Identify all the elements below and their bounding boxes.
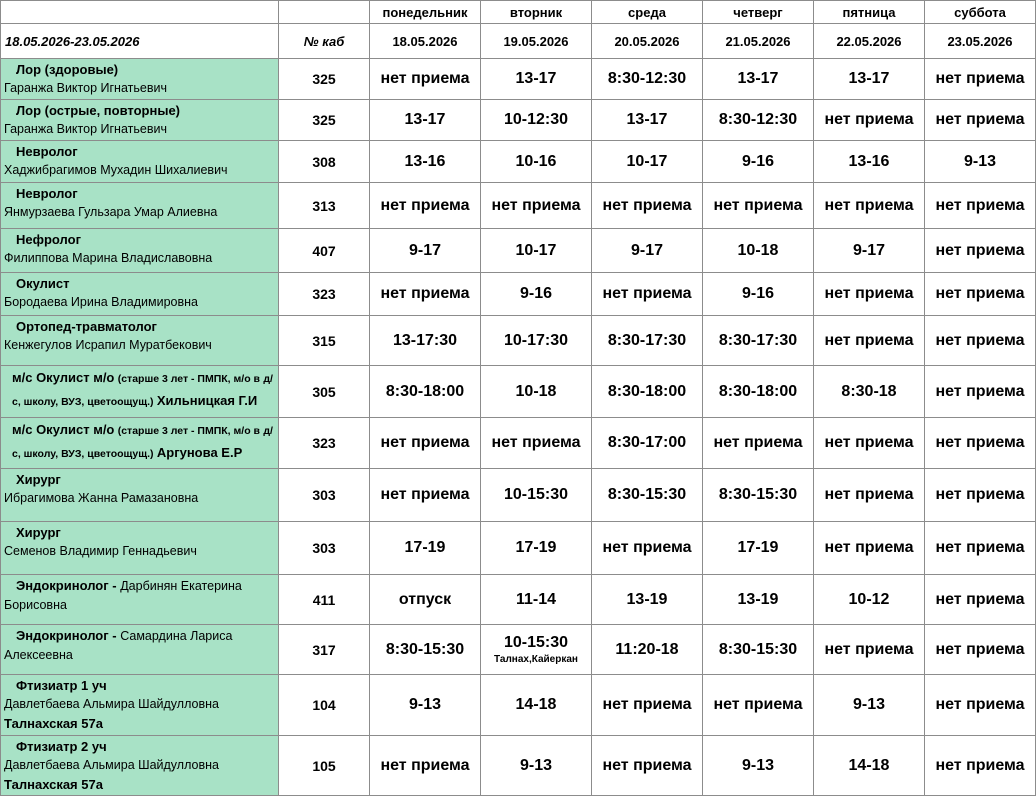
- slot-cell: 9-16: [481, 273, 592, 316]
- doctor-name: Аргунова Е.Р: [156, 445, 243, 460]
- table-row: [1, 625, 1036, 675]
- room-number: 105: [279, 736, 370, 796]
- slot-cell: нет приема: [370, 418, 481, 469]
- slot-cell: 14-18: [481, 675, 592, 736]
- room-number: 325: [279, 100, 370, 141]
- slot-cell: нет приема: [925, 469, 1036, 522]
- slot-cell: 9-17: [370, 229, 481, 273]
- slot-cell: 13-16: [814, 141, 925, 183]
- slot-cell: 10-16: [481, 141, 592, 183]
- address: Талнахская 57а: [4, 716, 103, 731]
- doctor-name: Хильницкая Г.И: [156, 393, 258, 408]
- specialty: Окулист: [16, 276, 70, 291]
- slot-cell: 8:30-17:30: [703, 316, 814, 366]
- slot-cell: 17-19: [481, 522, 592, 575]
- slot-cell: 11-14: [481, 575, 592, 625]
- table-row: [1, 366, 1036, 418]
- slot-cell: нет приема: [592, 522, 703, 575]
- doctor-name: Бородаева Ирина Владимировна: [4, 295, 198, 309]
- date-label: 22.05.2026: [814, 24, 925, 59]
- week-range-title: 18.05.2026-23.05.2026: [1, 24, 279, 59]
- weekday-label: пятница: [814, 1, 925, 24]
- slot-cell: 13-19: [703, 575, 814, 625]
- address: Талнахская 57а: [4, 777, 103, 792]
- slot-cell: 9-13: [370, 675, 481, 736]
- slot-cell: 10-18: [481, 366, 592, 418]
- slot-cell: 10-17: [592, 141, 703, 183]
- doctor-cell: [1, 59, 279, 100]
- doctor-cell: [1, 522, 279, 575]
- specialty-note: м/с Окулист м/о (старше 3 лет - ПМПК, м/о в д/с, школу, ВУЗ, цветоощущ.) Хильницкая Г.И: [12, 370, 273, 408]
- doctor-name: Хаджибрагимов Мухадин Шихалиевич: [4, 163, 228, 177]
- doctor-name: Кенжегулов Исрапил Муратбекович: [4, 338, 212, 352]
- room-number: 323: [279, 418, 370, 469]
- room-number: 303: [279, 469, 370, 522]
- room-column-header: № каб: [279, 24, 370, 59]
- table-row: [1, 183, 1036, 229]
- table-row: [1, 675, 1036, 736]
- specialty: Хирург: [16, 525, 61, 540]
- doctor-cell: [1, 141, 279, 183]
- room-number: 305: [279, 366, 370, 418]
- table-row: [1, 229, 1036, 273]
- room-number: 313: [279, 183, 370, 229]
- table-row: [1, 273, 1036, 316]
- slot-cell: нет приема: [370, 59, 481, 100]
- doctor-name: Самардина Лариса: [120, 629, 233, 643]
- slot-cell: 13-17: [592, 100, 703, 141]
- corner-cell: [279, 1, 370, 24]
- corner-cell: [1, 1, 279, 24]
- weekday-header-row: [1, 1, 1036, 24]
- date-header-row: [1, 24, 1036, 59]
- slot-cell: 13-16: [370, 141, 481, 183]
- weekday-label: среда: [592, 1, 703, 24]
- table-row: [1, 522, 1036, 575]
- slot-cell: 13-17: [481, 59, 592, 100]
- slot-cell: 8:30-17:30: [592, 316, 703, 366]
- room-number: 308: [279, 141, 370, 183]
- specialty: Фтизиатр 2 уч: [16, 739, 107, 754]
- slot-cell: 8:30-17:00: [592, 418, 703, 469]
- specialty: Эндокринолог -: [16, 578, 117, 593]
- slot-cell: 13-17: [814, 59, 925, 100]
- table-row: [1, 316, 1036, 366]
- table-row: [1, 469, 1036, 522]
- doctor-cell: [1, 469, 279, 522]
- doctor-cell: [1, 100, 279, 141]
- doctor-name: Ибрагимова Жанна Рамазановна: [4, 491, 199, 505]
- slot-cell: нет приема: [592, 736, 703, 796]
- doctor-name: Гаранжа Виктор Игнатьевич: [4, 122, 167, 136]
- room-number: 323: [279, 273, 370, 316]
- slot-cell: нет приема: [925, 675, 1036, 736]
- slot-cell: нет приема: [925, 522, 1036, 575]
- specialty: Невролог: [16, 144, 78, 159]
- slot-cell: нет приема: [481, 183, 592, 229]
- specialty: Ортопед-травматолог: [16, 319, 157, 334]
- doctor-name: Филиппова Марина Владиславовна: [4, 251, 213, 265]
- slot-cell: 11:20-18: [592, 625, 703, 675]
- doctor-cell: [1, 625, 279, 675]
- slot-cell: нет приема: [925, 183, 1036, 229]
- slot-cell: 10-17: [481, 229, 592, 273]
- date-label: 19.05.2026: [481, 24, 592, 59]
- slot-cell: 8:30-18:00: [592, 366, 703, 418]
- slot-cell: нет приема: [925, 366, 1036, 418]
- slot-cell: 9-16: [703, 273, 814, 316]
- date-label: 21.05.2026: [703, 24, 814, 59]
- doctor-name: Давлетбаева Альмира Шайдулловна: [4, 758, 219, 772]
- slot-cell: нет приема: [814, 316, 925, 366]
- slot-cell: нет приема: [370, 469, 481, 522]
- doctor-name: Гаранжа Виктор Игнатьевич: [4, 81, 167, 95]
- slot-cell: 13-17: [370, 100, 481, 141]
- slot-cell: нет приема: [703, 183, 814, 229]
- doctor-cell: [1, 366, 279, 418]
- slot-cell: нет приема: [481, 418, 592, 469]
- slot-cell: нет приема: [925, 273, 1036, 316]
- table-row: [1, 100, 1036, 141]
- slot-time: 10-15:30: [503, 634, 569, 651]
- slot-cell: 13-17:30: [370, 316, 481, 366]
- slot-cell: нет приема: [592, 273, 703, 316]
- slot-cell: нет приема: [925, 736, 1036, 796]
- slot-cell: 10-12:30: [481, 100, 592, 141]
- doctor-cell: [1, 418, 279, 469]
- slot-cell: 8:30-15:30: [703, 469, 814, 522]
- doctor-cell: [1, 229, 279, 273]
- doctor-cell: [1, 736, 279, 796]
- slot-cell: нет приема: [814, 522, 925, 575]
- slot-cell: 9-13: [481, 736, 592, 796]
- doctor-name: Семенов Владимир Геннадьевич: [4, 544, 197, 558]
- slot-cell: нет приема: [592, 675, 703, 736]
- slot-cell: 13-19: [592, 575, 703, 625]
- slot-cell: нет приема: [814, 183, 925, 229]
- slot-cell: 9-17: [592, 229, 703, 273]
- slot-cell: нет приема: [370, 183, 481, 229]
- specialty: Лор (здоровые): [16, 62, 119, 77]
- slot-cell: 9-13: [814, 675, 925, 736]
- table-row: [1, 575, 1036, 625]
- specialty: Нефролог: [16, 232, 81, 247]
- room-number: 104: [279, 675, 370, 736]
- specialty: Эндокринолог -: [16, 628, 117, 643]
- slot-cell: нет приема: [703, 675, 814, 736]
- weekday-label: четверг: [703, 1, 814, 24]
- room-number: 303: [279, 522, 370, 575]
- slot-cell: 8:30-18: [814, 366, 925, 418]
- slot-cell: 10-12: [814, 575, 925, 625]
- slot-cell: 14-18: [814, 736, 925, 796]
- slot-cell: нет приема: [814, 625, 925, 675]
- slot-cell: 17-19: [370, 522, 481, 575]
- room-number: 411: [279, 575, 370, 625]
- room-number: 315: [279, 316, 370, 366]
- doctor-name: Давлетбаева Альмира Шайдулловна: [4, 697, 219, 711]
- slot-cell: нет приема: [925, 59, 1036, 100]
- date-label: 23.05.2026: [925, 24, 1036, 59]
- slot-cell: нет приема: [592, 183, 703, 229]
- weekday-label: суббота: [925, 1, 1036, 24]
- slot-cell: 9-13: [925, 141, 1036, 183]
- slot-cell: 9-16: [703, 141, 814, 183]
- slot-cell: нет приема: [814, 469, 925, 522]
- doctor-cell: [1, 575, 279, 625]
- slot-cell: 17-19: [703, 522, 814, 575]
- doctor-name: Янмурзаева Гульзара Умар Алиевна: [4, 205, 218, 219]
- weekday-label: вторник: [481, 1, 592, 24]
- slot-cell: 8:30-15:30: [703, 625, 814, 675]
- slot-cell: нет приема: [814, 100, 925, 141]
- slot-cell: нет приема: [814, 418, 925, 469]
- slot-cell: 10-18: [703, 229, 814, 273]
- slot-cell: 8:30-15:30: [592, 469, 703, 522]
- room-number: 317: [279, 625, 370, 675]
- slot-cell: 8:30-12:30: [703, 100, 814, 141]
- slot-cell: [481, 625, 592, 675]
- slot-cell: 10-15:30: [481, 469, 592, 522]
- slot-cell: 8:30-18:00: [703, 366, 814, 418]
- table-row: [1, 59, 1036, 100]
- slot-cell: нет приема: [703, 418, 814, 469]
- slot-note: Талнах,Кайеркан: [494, 654, 578, 665]
- specialty: Лор (острые, повторные): [16, 103, 181, 118]
- slot-cell: нет приема: [925, 625, 1036, 675]
- room-number: 407: [279, 229, 370, 273]
- doctor-cell: [1, 675, 279, 736]
- slot-cell: 13-17: [703, 59, 814, 100]
- date-label: 18.05.2026: [370, 24, 481, 59]
- doctor-name-cont: Алексеевна: [4, 648, 73, 662]
- slot-cell: 9-17: [814, 229, 925, 273]
- specialty: Фтизиатр 1 уч: [16, 678, 107, 693]
- table-row: [1, 736, 1036, 796]
- weekday-label: понедельник: [370, 1, 481, 24]
- slot-cell: нет приема: [925, 316, 1036, 366]
- room-number: 325: [279, 59, 370, 100]
- slot-cell: 8:30-12:30: [592, 59, 703, 100]
- slot-cell: 8:30-15:30: [370, 625, 481, 675]
- slot-cell: нет приема: [370, 273, 481, 316]
- doctor-cell: [1, 273, 279, 316]
- specialty-note: м/с Окулист м/о (старше 3 лет - ПМПК, м/о в д/с, школу, ВУЗ, цветоощущ.) Аргунова Е.Р: [12, 422, 273, 460]
- specialty: Невролог: [16, 186, 78, 201]
- slot-cell: 10-17:30: [481, 316, 592, 366]
- date-label: 20.05.2026: [592, 24, 703, 59]
- slot-cell: нет приема: [925, 229, 1036, 273]
- slot-cell: 9-13: [703, 736, 814, 796]
- doctor-name: Дарбинян Екатерина: [120, 579, 242, 593]
- slot-cell: нет приема: [814, 273, 925, 316]
- specialty: Хирург: [16, 472, 61, 487]
- slot-cell: нет приема: [370, 736, 481, 796]
- slot-cell: нет приема: [925, 575, 1036, 625]
- slot-cell: нет приема: [925, 100, 1036, 141]
- slot-cell: нет приема: [925, 418, 1036, 469]
- slot-cell: 8:30-18:00: [370, 366, 481, 418]
- table-row: [1, 418, 1036, 469]
- doctor-cell: [1, 183, 279, 229]
- slot-cell: отпуск: [370, 575, 481, 625]
- table-row: [1, 141, 1036, 183]
- doctor-cell: [1, 316, 279, 366]
- doctor-name-cont: Борисовна: [4, 598, 67, 612]
